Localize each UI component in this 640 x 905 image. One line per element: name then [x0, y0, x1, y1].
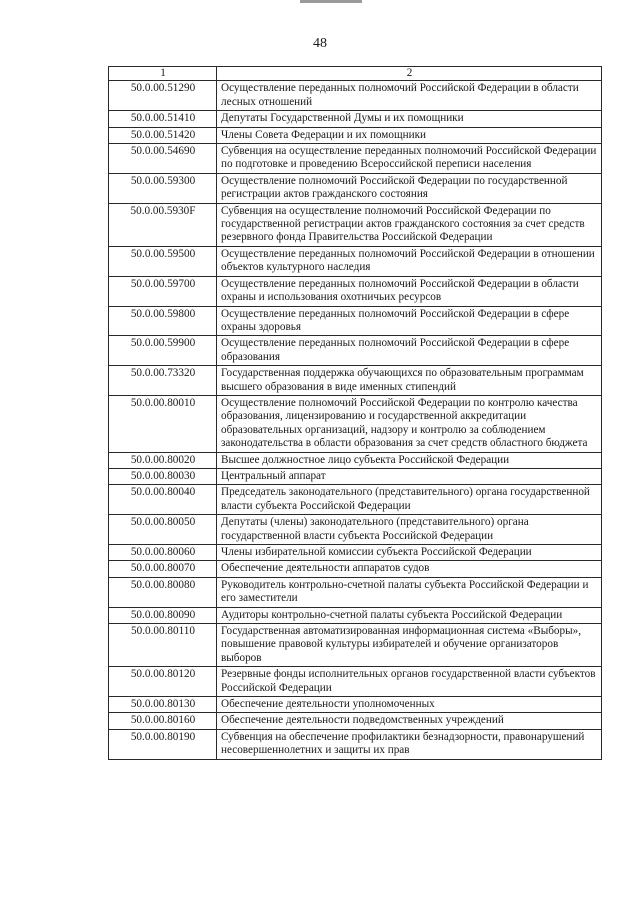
row-description: Депутаты (члены) законодательного (представительного) органа государственной власти субъекта Российской Федерации — [217, 515, 602, 545]
row-code: 50.0.00.80120 — [109, 667, 217, 697]
row-code: 50.0.00.54690 — [109, 144, 217, 174]
row-description: Субвенция на обеспечение профилактики безнадзорности, правонарушений несовершеннолетних и защиты их прав — [217, 729, 602, 759]
table-row — [109, 127, 602, 143]
table-row — [109, 577, 602, 607]
row-code: 50.0.00.59900 — [109, 336, 217, 366]
row-description: Обеспечение деятельности аппаратов судов — [217, 561, 602, 577]
table-row — [109, 336, 602, 366]
table-row — [109, 729, 602, 759]
table-row — [109, 607, 602, 623]
row-description: Государственная автоматизированная информационная система «Выборы», повышение правовой культуры избирателей и обучение организаторов выборов — [217, 624, 602, 667]
table-header — [109, 67, 602, 81]
row-description: Обеспечение деятельности уполномоченных — [217, 697, 602, 713]
row-code: 50.0.00.73320 — [109, 366, 217, 396]
row-code: 50.0.00.80010 — [109, 395, 217, 452]
row-description: Осуществление переданных полномочий Российской Федерации в области охраны и использования охотничьих ресурсов — [217, 276, 602, 306]
row-description: Депутаты Государственной Думы и их помощники — [217, 111, 602, 127]
row-code: 50.0.00.5930F — [109, 203, 217, 246]
table-row — [109, 713, 602, 729]
row-code: 50.0.00.51290 — [109, 81, 217, 111]
row-code: 50.0.00.59500 — [109, 246, 217, 276]
row-description: Обеспечение деятельности подведомственных учреждений — [217, 713, 602, 729]
row-code: 50.0.00.80060 — [109, 545, 217, 561]
table-row — [109, 395, 602, 452]
row-description: Осуществление переданных полномочий Российской Федерации в области лесных отношений — [217, 81, 602, 111]
row-description: Осуществление переданных полномочий Российской Федерации в сфере образования — [217, 336, 602, 366]
scan-edge-mark — [300, 0, 362, 3]
row-code: 50.0.00.80040 — [109, 485, 217, 515]
row-description: Осуществление переданных полномочий Российской Федерации в сфере охраны здоровья — [217, 306, 602, 336]
row-description: Руководитель контрольно-счетной палаты субъекта Российской Федерации и его заместители — [217, 577, 602, 607]
row-code: 50.0.00.59800 — [109, 306, 217, 336]
budget-codes-table — [108, 66, 602, 760]
table-row — [109, 111, 602, 127]
table-body — [109, 81, 602, 759]
table-row — [109, 246, 602, 276]
row-description: Члены Совета Федерации и их помощники — [217, 127, 602, 143]
row-description: Осуществление полномочий Российской Федерации по контролю качества образования, лицензированию и государственной аккредитации образовательных организаций, надзору и контролю за соблюдением законодательства в области образования за счет средств областного бюджета — [217, 395, 602, 452]
row-code: 50.0.00.80130 — [109, 697, 217, 713]
row-code: 50.0.00.80160 — [109, 713, 217, 729]
row-code: 50.0.00.59300 — [109, 173, 217, 203]
row-code: 50.0.00.80070 — [109, 561, 217, 577]
row-code: 50.0.00.80030 — [109, 468, 217, 484]
header-row — [109, 67, 602, 81]
row-description: Резервные фонды исполнительных органов государственной власти субъектов Российской Федерации — [217, 667, 602, 697]
row-description: Субвенция на осуществление полномочий Российской Федерации по государственной регистрации актов гражданского состояния за счет средств резервного фонда Правительства Российской Федерации — [217, 203, 602, 246]
table-row — [109, 144, 602, 174]
table-row — [109, 81, 602, 111]
row-description: Субвенция на осуществление переданных полномочий Российской Федерации по подготовке и проведению Всероссийской переписи населения — [217, 144, 602, 174]
row-description: Государственная поддержка обучающихся по образовательным программам высшего образования в виде именных стипендий — [217, 366, 602, 396]
row-code: 50.0.00.51420 — [109, 127, 217, 143]
row-description: Осуществление полномочий Российской Федерации по государственной регистрации актов гражданского состояния — [217, 173, 602, 203]
row-description: Осуществление переданных полномочий Российской Федерации в отношении объектов культурного наследия — [217, 246, 602, 276]
row-description: Высшее должностное лицо субъекта Российской Федерации — [217, 452, 602, 468]
header-code-column: 1 — [109, 67, 217, 81]
table-row — [109, 697, 602, 713]
row-code: 50.0.00.59700 — [109, 276, 217, 306]
row-description: Председатель законодательного (представительного) органа государственной власти субъекта Российской Федерации — [217, 485, 602, 515]
header-description-column: 2 — [217, 67, 602, 81]
row-description: Аудиторы контрольно-счетной палаты субъекта Российской Федерации — [217, 607, 602, 623]
table-row — [109, 515, 602, 545]
table-row — [109, 624, 602, 667]
row-code: 50.0.00.80050 — [109, 515, 217, 545]
table-row — [109, 468, 602, 484]
row-code: 50.0.00.51410 — [109, 111, 217, 127]
table-row — [109, 452, 602, 468]
table-row — [109, 276, 602, 306]
table-row — [109, 667, 602, 697]
table-row — [109, 561, 602, 577]
row-description: Центральный аппарат — [217, 468, 602, 484]
table-row — [109, 173, 602, 203]
table-row — [109, 366, 602, 396]
table-row — [109, 485, 602, 515]
row-code: 50.0.00.80090 — [109, 607, 217, 623]
row-code: 50.0.00.80080 — [109, 577, 217, 607]
row-code: 50.0.00.80110 — [109, 624, 217, 667]
row-code: 50.0.00.80190 — [109, 729, 217, 759]
table-row — [109, 545, 602, 561]
page-number: 48 — [313, 36, 327, 51]
row-code: 50.0.00.80020 — [109, 452, 217, 468]
table-row — [109, 306, 602, 336]
table-row — [109, 203, 602, 246]
row-description: Члены избирательной комиссии субъекта Российской Федерации — [217, 545, 602, 561]
